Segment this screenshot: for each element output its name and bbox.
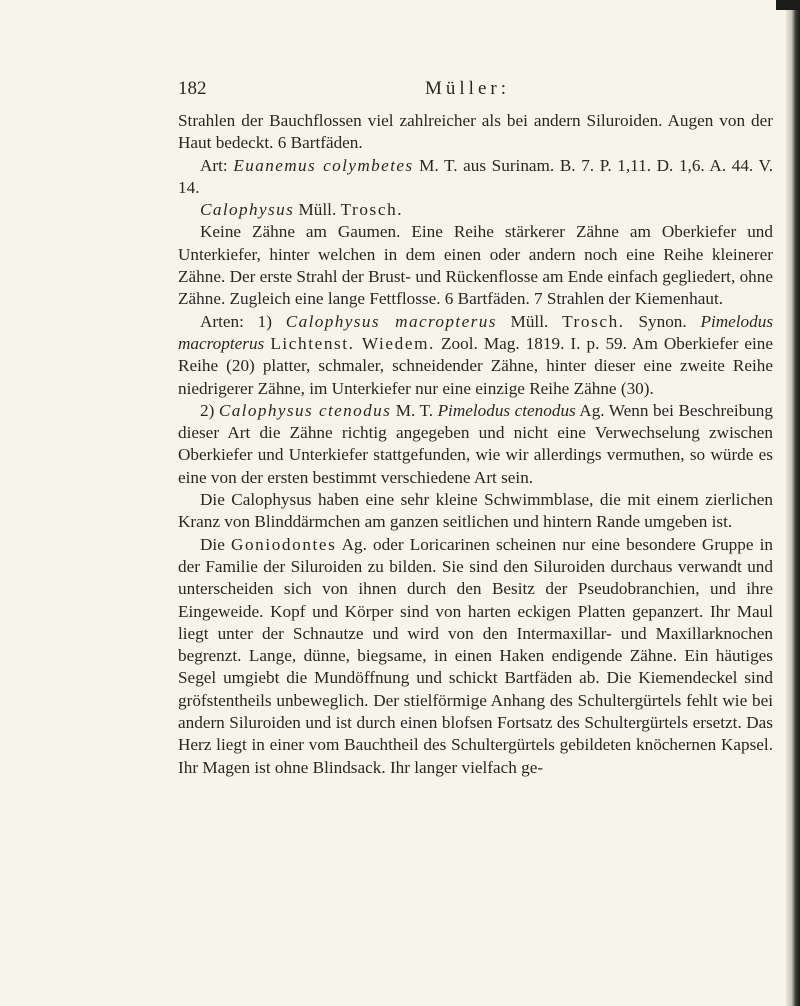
text-run: Die — [200, 534, 231, 554]
text-run: Strahlen der Bauchflossen viel zahlreicher als bei andern Siluroiden. Augen von der Haut bedeckt. 6 Bartfäden. — [178, 111, 773, 153]
paragraph-5 — [178, 311, 773, 400]
emphasized-text: Calophysus macropterus — [285, 311, 497, 331]
paragraph-6 — [178, 400, 773, 489]
emphasized-text: Calophysus ctenodus — [218, 400, 392, 420]
page-header — [178, 78, 773, 108]
book-page — [178, 78, 774, 777]
emphasized-text: Lichtenst. Wiedem. — [270, 333, 435, 353]
paragraph-4 — [178, 221, 773, 310]
emphasized-text: Calophysus — [200, 200, 295, 220]
text-run: Ag. oder Loricarinen scheinen nur eine besondere Gruppe in der Familie der Siluroiden zu bilden. Sie sind den Siluroiden durchaus verwandt und unterscheiden sich von ihnen durch den Besitz der Pseudobranchien, und ihre Eingeweide. Kopf und Körper sind von harten eckigen Platten gepanzert. Ihr Maul liegt unter der Schnautze und wird von den Intermaxillar- und Maxillarknochen begrenzt. Lange, dünne, biegsame, in einen Haken endigende Zähne. Ein häutiges Segel umgiebt die Mundöffnung und schickt Bartfäden ab. Die Kiemendeckel sind gröfstentheils unbeweglich. Der stielförmige Anhang des Schultergürtels fehlt wie bei andern Siluroiden und ist durch einen blofsen Fortsatz des Schultergürtels ersetzt. Das Herz liegt in einer vom Bauchtheil des Schultergürtels gebildeten knöchernen Kapsel. Ihr Magen ist ohne Blindsack. Ihr langer vielfach ge- — [178, 534, 773, 777]
scan-edge-mark — [776, 0, 800, 10]
paragraph-8 — [178, 534, 773, 779]
text-run: Keine Zähne am Gaumen. Eine Reihe stärkerer Zähne am Oberkiefer und Unterkiefer, hinter welchen in dem einen oder andern noch eine Reihe kleinerer Zähne. Der erste Strahl der Brust- und Rückenflosse am Ende einfach gegliedert, ohne Zähne. Zugleich eine lange Fettflosse. 6 Bartfäden. 7 Strahlen der Kiemenhaut. — [178, 222, 773, 309]
paragraph-7 — [178, 489, 773, 534]
text-run: Die Calophysus haben eine sehr kleine Schwimmblase, die mit einem zierlichen Kranz von Blinddärmchen am ganzen seitlichen und hintern Rande umgeben ist. — [178, 490, 773, 532]
text-run: Arten: 1) — [200, 311, 286, 331]
emphasized-text: Trosch. — [562, 311, 625, 331]
emphasized-text: Trosch. — [340, 200, 404, 220]
text-run: Ag. Wenn bei Beschreibung dieser Art die Zähne richtig angegeben und nicht eine Verwechselung zwischen Oberkiefer und Unterkiefer stattgefunden, wie wir allerdings vermuthen, so würde es eine von der ersten bestimmt verschiedene Art sein. — [178, 400, 773, 487]
page-number: 182 — [178, 78, 207, 99]
scan-page-edge — [786, 0, 800, 1006]
text-run: Müll. — [294, 200, 341, 220]
body-text — [178, 110, 773, 779]
text-run: Müll. — [496, 311, 563, 331]
text-run: Art: — [200, 155, 234, 175]
text-run: M. T. aus Surinam. B. 7. P. 1,11. D. 1,6. A. 44. V. 14. — [178, 155, 774, 197]
text-run: M. T. — [391, 400, 438, 420]
emphasized-text: Pimelodus macropterus — [178, 311, 774, 353]
paragraph-1 — [178, 110, 773, 155]
paragraph-3-genus-heading — [178, 199, 773, 221]
text-run: Synon. — [624, 311, 701, 331]
text-run: 2) — [200, 400, 219, 420]
emphasized-text: Pimelodus ctenodus — [437, 400, 576, 420]
text-run: Zool. Mag. 1819. I. p. 59. Am Oberkiefer eine Reihe (20) platter, schmaler, schneidender Zähne, hinter dieser eine zweite Reihe niedrigerer Zähne, im Unterkiefer nur eine einzige Reihe Zähne (30). — [178, 333, 773, 398]
emphasized-text: Euanemus colymbetes — [233, 155, 414, 175]
running-head: Müller: — [425, 78, 510, 99]
paragraph-2 — [178, 155, 773, 200]
emphasized-text: Goniodontes — [230, 534, 337, 554]
